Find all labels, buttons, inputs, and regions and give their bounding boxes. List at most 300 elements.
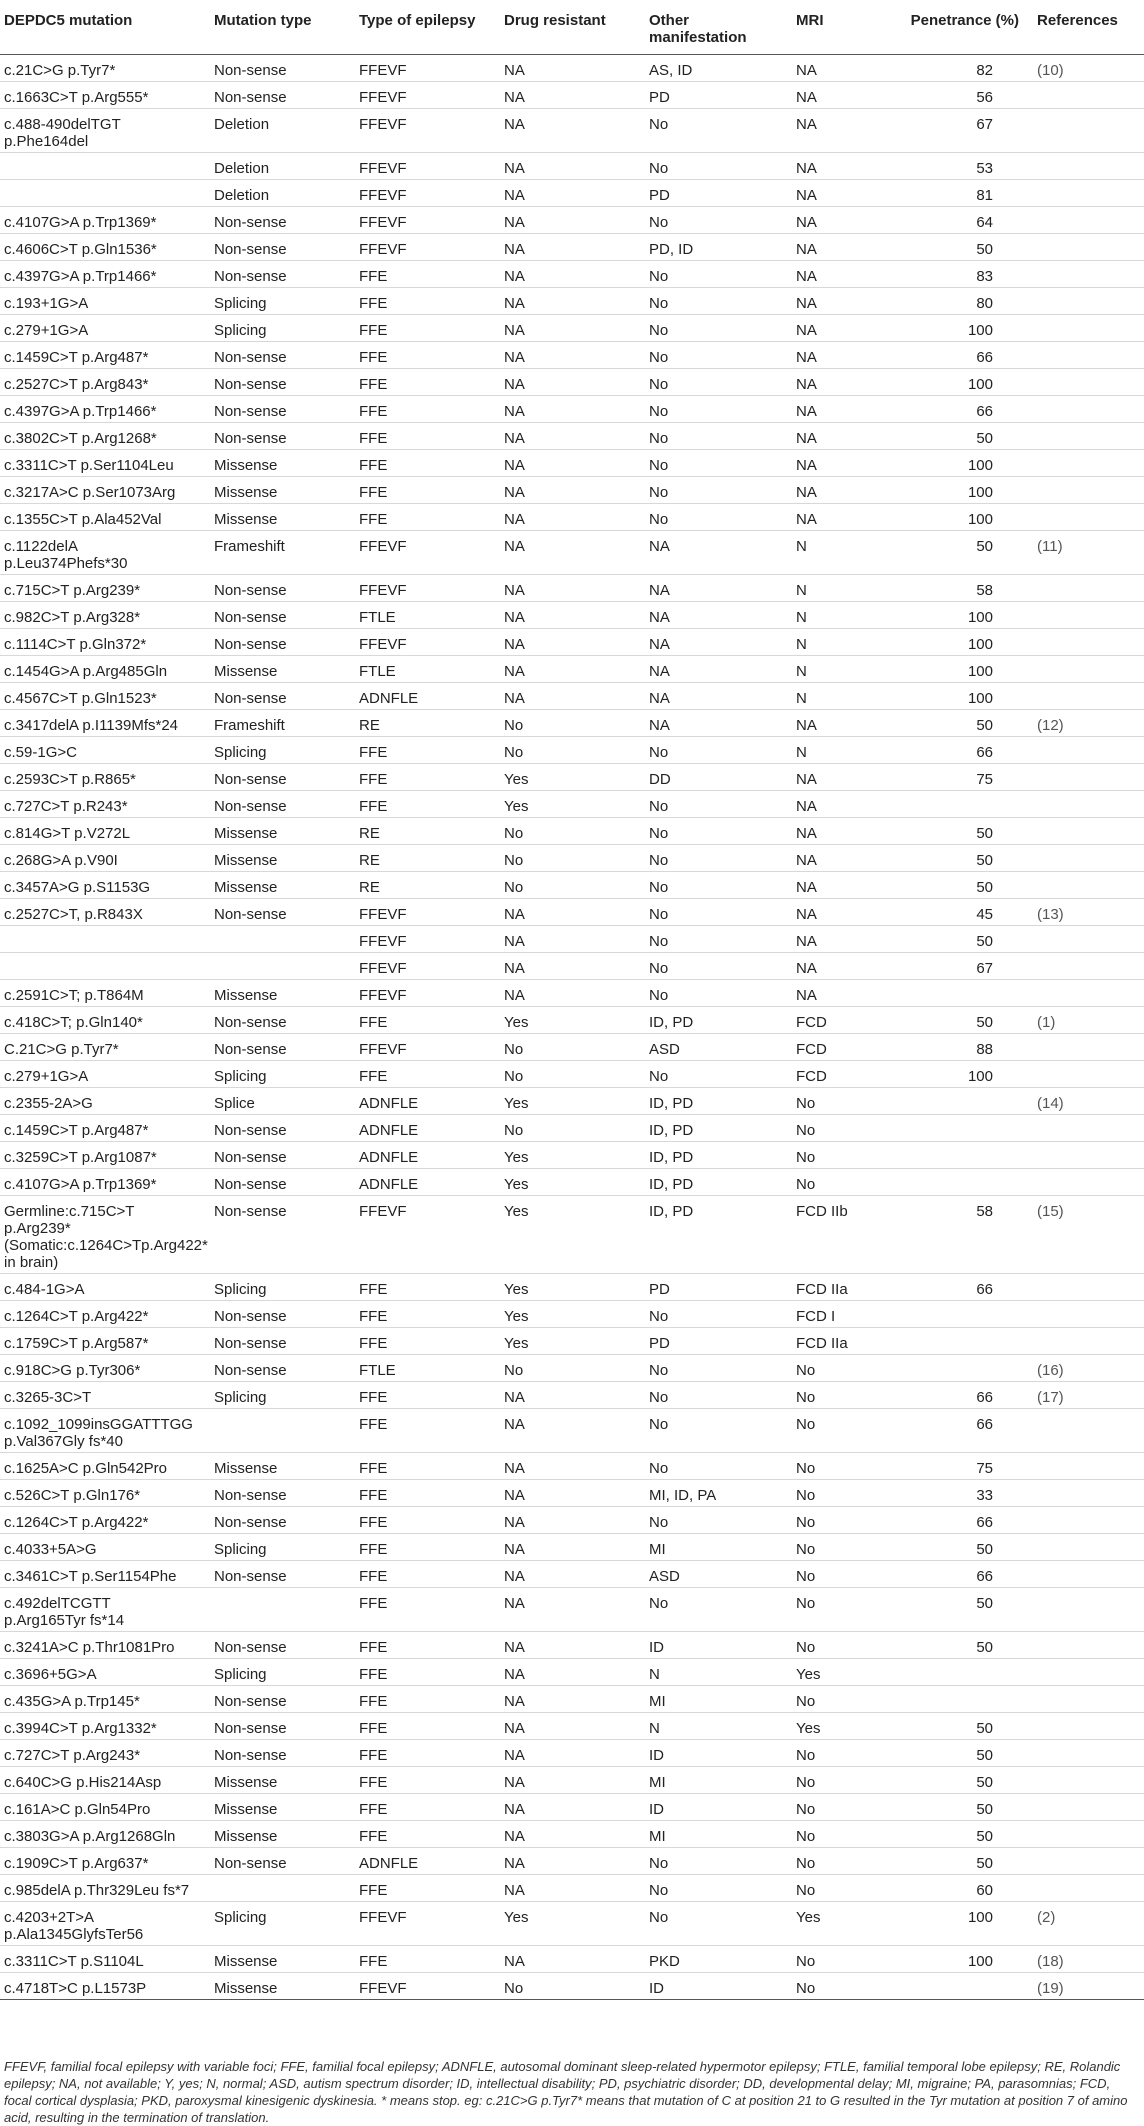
cell-other-manifestation: PD xyxy=(645,180,792,207)
cell-drug-resistant: NA xyxy=(500,477,645,504)
cell-reference: (19) xyxy=(1033,1973,1144,2000)
cell-other-manifestation: MI, ID, PA xyxy=(645,1480,792,1507)
cell-mutation-type: Splicing xyxy=(210,1902,355,1946)
cell-reference xyxy=(1033,602,1144,629)
cell-mri: No xyxy=(792,1632,887,1659)
table-row xyxy=(0,234,1144,261)
table-row xyxy=(0,1902,1144,1946)
cell-epilepsy-type: FFE xyxy=(355,477,500,504)
table-row xyxy=(0,1875,1144,1902)
cell-penetrance: 88 xyxy=(887,1034,1033,1061)
cell-mutation: c.193+1G>A xyxy=(0,288,210,315)
cell-reference xyxy=(1033,629,1144,656)
cell-reference: (10) xyxy=(1033,55,1144,82)
cell-penetrance: 50 xyxy=(887,1821,1033,1848)
cell-other-manifestation: No xyxy=(645,1382,792,1409)
cell-epilepsy-type: FFE xyxy=(355,737,500,764)
cell-mutation: c.1909C>T p.Arg637* xyxy=(0,1848,210,1875)
header-drug-resistant: Drug resistant xyxy=(500,0,645,55)
cell-epilepsy-type: FFE xyxy=(355,1382,500,1409)
cell-mutation: c.484-1G>A xyxy=(0,1274,210,1301)
cell-mri: No xyxy=(792,1382,887,1409)
cell-drug-resistant: No xyxy=(500,737,645,764)
table-row xyxy=(0,1088,1144,1115)
cell-mutation-type: Non-sense xyxy=(210,1169,355,1196)
cell-drug-resistant: NA xyxy=(500,423,645,450)
cell-mutation-type: Missense xyxy=(210,1946,355,1973)
header-other-manifestation: Other manifestation xyxy=(645,0,792,55)
cell-other-manifestation: No xyxy=(645,1061,792,1088)
cell-drug-resistant: NA xyxy=(500,656,645,683)
cell-mutation: c.4567C>T p.Gln1523* xyxy=(0,683,210,710)
cell-epilepsy-type: RE xyxy=(355,872,500,899)
cell-mutation: c.4718T>C p.L1573P xyxy=(0,1973,210,2000)
table-row xyxy=(0,1946,1144,1973)
cell-penetrance: 81 xyxy=(887,180,1033,207)
cell-other-manifestation: No xyxy=(645,845,792,872)
cell-drug-resistant: Yes xyxy=(500,1902,645,1946)
table-row xyxy=(0,980,1144,1007)
cell-mri: NA xyxy=(792,396,887,423)
cell-reference xyxy=(1033,845,1144,872)
table-row xyxy=(0,261,1144,288)
cell-other-manifestation: No xyxy=(645,953,792,980)
cell-mutation: c.1625A>C p.Gln542Pro xyxy=(0,1453,210,1480)
cell-penetrance xyxy=(887,1088,1033,1115)
cell-reference: (18) xyxy=(1033,1946,1144,1973)
cell-reference xyxy=(1033,1328,1144,1355)
cell-mutation-type: Non-sense xyxy=(210,1328,355,1355)
cell-mutation-type: Missense xyxy=(210,656,355,683)
cell-other-manifestation: No xyxy=(645,207,792,234)
cell-epilepsy-type: FFEVF xyxy=(355,207,500,234)
cell-drug-resistant: No xyxy=(500,1034,645,1061)
table-row xyxy=(0,926,1144,953)
header-penetrance: Penetrance (%) xyxy=(887,0,1033,55)
cell-reference xyxy=(1033,82,1144,109)
table-row xyxy=(0,504,1144,531)
table-row xyxy=(0,1274,1144,1301)
cell-epilepsy-type: ADNFLE xyxy=(355,1848,500,1875)
cell-penetrance: 67 xyxy=(887,109,1033,153)
cell-reference xyxy=(1033,980,1144,1007)
cell-mri: FCD IIa xyxy=(792,1328,887,1355)
table-row xyxy=(0,872,1144,899)
cell-reference xyxy=(1033,1561,1144,1588)
cell-mri: N xyxy=(792,656,887,683)
cell-other-manifestation: No xyxy=(645,1507,792,1534)
table-row xyxy=(0,1821,1144,1848)
cell-penetrance: 66 xyxy=(887,1507,1033,1534)
cell-penetrance: 100 xyxy=(887,477,1033,504)
cell-penetrance: 50 xyxy=(887,1740,1033,1767)
cell-reference xyxy=(1033,1169,1144,1196)
cell-mutation-type: Non-sense xyxy=(210,234,355,261)
cell-epilepsy-type: FFE xyxy=(355,1328,500,1355)
cell-mutation: C.21C>G p.Tyr7* xyxy=(0,1034,210,1061)
cell-epilepsy-type: FFE xyxy=(355,1740,500,1767)
cell-epilepsy-type: FTLE xyxy=(355,1355,500,1382)
cell-other-manifestation: No xyxy=(645,477,792,504)
cell-mri: No xyxy=(792,1355,887,1382)
cell-penetrance: 50 xyxy=(887,1588,1033,1632)
cell-mri: NA xyxy=(792,504,887,531)
table-row xyxy=(0,1632,1144,1659)
cell-reference xyxy=(1033,288,1144,315)
cell-mri: Yes xyxy=(792,1659,887,1686)
cell-penetrance: 66 xyxy=(887,1382,1033,1409)
cell-mri: No xyxy=(792,1115,887,1142)
cell-drug-resistant: No xyxy=(500,710,645,737)
cell-other-manifestation: No xyxy=(645,926,792,953)
cell-other-manifestation: No xyxy=(645,1848,792,1875)
cell-mri: FCD xyxy=(792,1034,887,1061)
cell-mutation: c.3241A>C p.Thr1081Pro xyxy=(0,1632,210,1659)
cell-drug-resistant: NA xyxy=(500,504,645,531)
cell-mri: FCD IIa xyxy=(792,1274,887,1301)
cell-mutation-type: Non-sense xyxy=(210,629,355,656)
cell-mutation: c.1114C>T p.Gln372* xyxy=(0,629,210,656)
table-row xyxy=(0,1794,1144,1821)
cell-reference xyxy=(1033,1034,1144,1061)
cell-epilepsy-type: FFEVF xyxy=(355,55,500,82)
cell-penetrance: 75 xyxy=(887,1453,1033,1480)
cell-drug-resistant: NA xyxy=(500,82,645,109)
cell-mri: No xyxy=(792,1794,887,1821)
cell-epilepsy-type: FFE xyxy=(355,1686,500,1713)
table-row xyxy=(0,899,1144,926)
cell-mutation: c.727C>T p.R243* xyxy=(0,791,210,818)
cell-reference: (16) xyxy=(1033,1355,1144,1382)
table-row xyxy=(0,1480,1144,1507)
cell-mutation-type: Non-sense xyxy=(210,207,355,234)
cell-other-manifestation: No xyxy=(645,1875,792,1902)
table-row xyxy=(0,1034,1144,1061)
cell-mutation: c.3803G>A p.Arg1268Gln xyxy=(0,1821,210,1848)
cell-mutation-type: Non-sense xyxy=(210,1632,355,1659)
cell-mutation: c.418C>T; p.Gln140* xyxy=(0,1007,210,1034)
table-row xyxy=(0,477,1144,504)
cell-drug-resistant: No xyxy=(500,872,645,899)
cell-mutation-type xyxy=(210,926,355,953)
cell-mutation: Germline:c.715C>T p.Arg239* (Somatic:c.1264C>Tp.Arg422* in brain) xyxy=(0,1196,210,1274)
cell-other-manifestation: No xyxy=(645,342,792,369)
cell-mutation-type: Missense xyxy=(210,980,355,1007)
cell-reference xyxy=(1033,1507,1144,1534)
cell-penetrance: 100 xyxy=(887,1946,1033,1973)
cell-mutation: c.488-490delTGT p.Phe164del xyxy=(0,109,210,153)
header-mri: MRI xyxy=(792,0,887,55)
cell-other-manifestation: MI xyxy=(645,1686,792,1713)
cell-penetrance: 58 xyxy=(887,575,1033,602)
cell-mutation: c.3417delA p.I1139Mfs*24 xyxy=(0,710,210,737)
cell-mutation: c.1663C>T p.Arg555* xyxy=(0,82,210,109)
cell-reference xyxy=(1033,153,1144,180)
table-row xyxy=(0,1507,1144,1534)
cell-epilepsy-type: FFEVF xyxy=(355,1196,500,1274)
cell-epilepsy-type: RE xyxy=(355,845,500,872)
cell-epilepsy-type: ADNFLE xyxy=(355,1088,500,1115)
cell-epilepsy-type: FTLE xyxy=(355,602,500,629)
cell-drug-resistant: NA xyxy=(500,315,645,342)
cell-reference xyxy=(1033,1301,1144,1328)
table-row xyxy=(0,710,1144,737)
cell-penetrance xyxy=(887,1169,1033,1196)
cell-mri: FCD xyxy=(792,1007,887,1034)
cell-mutation xyxy=(0,926,210,953)
cell-mri: No xyxy=(792,1088,887,1115)
cell-drug-resistant: NA xyxy=(500,1946,645,1973)
cell-penetrance: 58 xyxy=(887,1196,1033,1274)
cell-epilepsy-type: FFE xyxy=(355,1007,500,1034)
cell-drug-resistant: NA xyxy=(500,109,645,153)
table-header-row xyxy=(0,0,1144,55)
cell-other-manifestation: MI xyxy=(645,1534,792,1561)
cell-mutation: c.3696+5G>A xyxy=(0,1659,210,1686)
cell-penetrance: 100 xyxy=(887,602,1033,629)
cell-drug-resistant: NA xyxy=(500,1480,645,1507)
cell-other-manifestation: No xyxy=(645,791,792,818)
cell-epilepsy-type: FFE xyxy=(355,1588,500,1632)
cell-other-manifestation: No xyxy=(645,1409,792,1453)
cell-drug-resistant: NA xyxy=(500,1534,645,1561)
cell-penetrance: 50 xyxy=(887,1848,1033,1875)
cell-reference xyxy=(1033,683,1144,710)
cell-reference xyxy=(1033,315,1144,342)
cell-penetrance: 50 xyxy=(887,531,1033,575)
table-footnote: FFEVF, familial focal epilepsy with variable foci; FFE, familial focal epilepsy; ADNFLE, autosomal dominant sleep-related hypermotor epilepsy; FTLE, familial temporal lobe epilepsy; RE, Rolandic epilepsy; NA, not available; Y, yes; N, normal; ASD, autism spectrum disorder; ID, intellectual disability; PD, psychiatric disorder; DD, developmental delay; MI, migraine; PA, parasomnias; FCD, focal cortical dysplasia; PKD, paroxysmal kinesigenic dyskinesia. * means stop. eg: c.21C>G p.Tyr7* means that mutation of C at position 21 to G resulted in the Tyr mutation at position 7 of amino acid, resulting in the termination of translation. xyxy=(4,2059,1128,2125)
cell-reference: (1) xyxy=(1033,1007,1144,1034)
cell-mri: No xyxy=(792,1946,887,1973)
table-row xyxy=(0,602,1144,629)
cell-drug-resistant: Yes xyxy=(500,1274,645,1301)
cell-penetrance xyxy=(887,1686,1033,1713)
cell-other-manifestation: NA xyxy=(645,683,792,710)
cell-penetrance: 50 xyxy=(887,423,1033,450)
cell-drug-resistant: NA xyxy=(500,980,645,1007)
cell-drug-resistant: NA xyxy=(500,629,645,656)
cell-epilepsy-type: FFEVF xyxy=(355,629,500,656)
cell-penetrance: 75 xyxy=(887,764,1033,791)
cell-mri: No xyxy=(792,1409,887,1453)
table-row xyxy=(0,369,1144,396)
cell-epilepsy-type: FFE xyxy=(355,1561,500,1588)
header-type-of-epilepsy: Type of epilepsy xyxy=(355,0,500,55)
cell-mri: NA xyxy=(792,423,887,450)
cell-mutation-type: Non-sense xyxy=(210,1740,355,1767)
cell-mutation: c.1122delA p.Leu374Phefs*30 xyxy=(0,531,210,575)
cell-epilepsy-type: FFE xyxy=(355,1821,500,1848)
cell-penetrance: 82 xyxy=(887,55,1033,82)
cell-other-manifestation: ID, PD xyxy=(645,1007,792,1034)
cell-mutation-type: Non-sense xyxy=(210,82,355,109)
cell-mri: NA xyxy=(792,953,887,980)
cell-mri: N xyxy=(792,683,887,710)
cell-drug-resistant: NA xyxy=(500,342,645,369)
cell-mri: NA xyxy=(792,818,887,845)
cell-other-manifestation: ID, PD xyxy=(645,1169,792,1196)
table-row xyxy=(0,423,1144,450)
cell-mutation-type: Non-sense xyxy=(210,899,355,926)
cell-reference xyxy=(1033,656,1144,683)
table-row xyxy=(0,575,1144,602)
cell-penetrance: 100 xyxy=(887,683,1033,710)
cell-drug-resistant: NA xyxy=(500,1686,645,1713)
cell-epilepsy-type: FFE xyxy=(355,504,500,531)
cell-mutation: c.21C>G p.Tyr7* xyxy=(0,55,210,82)
cell-reference xyxy=(1033,1274,1144,1301)
cell-drug-resistant: NA xyxy=(500,450,645,477)
cell-penetrance: 50 xyxy=(887,710,1033,737)
cell-drug-resistant: NA xyxy=(500,953,645,980)
cell-drug-resistant: NA xyxy=(500,369,645,396)
cell-penetrance: 66 xyxy=(887,1561,1033,1588)
cell-penetrance: 67 xyxy=(887,953,1033,980)
cell-other-manifestation: ID, PD xyxy=(645,1196,792,1274)
cell-penetrance: 50 xyxy=(887,234,1033,261)
cell-mri: NA xyxy=(792,180,887,207)
cell-mutation-type: Non-sense xyxy=(210,1007,355,1034)
cell-mri: No xyxy=(792,1453,887,1480)
cell-mri: FCD I xyxy=(792,1301,887,1328)
cell-mutation-type: Frameshift xyxy=(210,531,355,575)
cell-mutation: c.715C>T p.Arg239* xyxy=(0,575,210,602)
cell-reference xyxy=(1033,1848,1144,1875)
cell-epilepsy-type: FFE xyxy=(355,1534,500,1561)
cell-other-manifestation: MI xyxy=(645,1821,792,1848)
cell-penetrance: 50 xyxy=(887,1632,1033,1659)
cell-epilepsy-type: FFE xyxy=(355,315,500,342)
cell-mutation-type: Missense xyxy=(210,1821,355,1848)
cell-mri: NA xyxy=(792,207,887,234)
cell-drug-resistant: NA xyxy=(500,1409,645,1453)
cell-epilepsy-type: FFE xyxy=(355,791,500,818)
cell-drug-resistant: NA xyxy=(500,234,645,261)
cell-mutation-type: Non-sense xyxy=(210,1713,355,1740)
cell-epilepsy-type: FFEVF xyxy=(355,575,500,602)
table-row xyxy=(0,629,1144,656)
cell-epilepsy-type: FFEVF xyxy=(355,153,500,180)
cell-drug-resistant: NA xyxy=(500,1713,645,1740)
cell-other-manifestation: No xyxy=(645,1355,792,1382)
cell-mutation-type: Non-sense xyxy=(210,602,355,629)
cell-other-manifestation: PD xyxy=(645,82,792,109)
cell-mri: No xyxy=(792,1821,887,1848)
cell-penetrance: 100 xyxy=(887,450,1033,477)
cell-penetrance: 66 xyxy=(887,1274,1033,1301)
cell-drug-resistant: NA xyxy=(500,531,645,575)
table-row xyxy=(0,396,1144,423)
cell-other-manifestation: PD xyxy=(645,1274,792,1301)
cell-mri: NA xyxy=(792,791,887,818)
table-row xyxy=(0,531,1144,575)
cell-other-manifestation: N xyxy=(645,1713,792,1740)
cell-mutation: c.985delA p.Thr329Leu fs*7 xyxy=(0,1875,210,1902)
cell-reference xyxy=(1033,1659,1144,1686)
table-row xyxy=(0,845,1144,872)
cell-drug-resistant: NA xyxy=(500,1821,645,1848)
cell-other-manifestation: No xyxy=(645,109,792,153)
cell-epilepsy-type: FFE xyxy=(355,396,500,423)
cell-reference xyxy=(1033,1794,1144,1821)
cell-penetrance: 50 xyxy=(887,845,1033,872)
cell-mutation: c.3994C>T p.Arg1332* xyxy=(0,1713,210,1740)
cell-penetrance: 100 xyxy=(887,1902,1033,1946)
table-row xyxy=(0,1453,1144,1480)
cell-mutation-type: Non-sense xyxy=(210,396,355,423)
cell-reference xyxy=(1033,1686,1144,1713)
cell-drug-resistant: NA xyxy=(500,1659,645,1686)
cell-penetrance: 53 xyxy=(887,153,1033,180)
cell-epilepsy-type: FFE xyxy=(355,1946,500,1973)
cell-epilepsy-type: FFEVF xyxy=(355,953,500,980)
cell-drug-resistant: Yes xyxy=(500,764,645,791)
cell-drug-resistant: NA xyxy=(500,926,645,953)
cell-mutation-type: Splicing xyxy=(210,1659,355,1686)
cell-reference xyxy=(1033,737,1144,764)
cell-mutation: c.727C>T p.Arg243* xyxy=(0,1740,210,1767)
cell-epilepsy-type: FFE xyxy=(355,342,500,369)
cell-penetrance xyxy=(887,1328,1033,1355)
cell-mutation: c.3265-3C>T xyxy=(0,1382,210,1409)
cell-mutation-type: Missense xyxy=(210,1767,355,1794)
cell-other-manifestation: No xyxy=(645,818,792,845)
cell-mutation-type xyxy=(210,953,355,980)
cell-mutation-type: Non-sense xyxy=(210,1480,355,1507)
cell-reference xyxy=(1033,477,1144,504)
cell-drug-resistant: Yes xyxy=(500,1328,645,1355)
cell-mutation: c.492delTCGTT p.Arg165Tyr fs*14 xyxy=(0,1588,210,1632)
cell-other-manifestation: No xyxy=(645,872,792,899)
cell-other-manifestation: PD, ID xyxy=(645,234,792,261)
cell-drug-resistant: No xyxy=(500,1115,645,1142)
cell-drug-resistant: NA xyxy=(500,396,645,423)
cell-mutation: c.4107G>A p.Trp1369* xyxy=(0,207,210,234)
cell-penetrance: 66 xyxy=(887,342,1033,369)
table-row xyxy=(0,764,1144,791)
cell-mutation: c.3217A>C p.Ser1073Arg xyxy=(0,477,210,504)
cell-reference xyxy=(1033,1767,1144,1794)
cell-drug-resistant: NA xyxy=(500,1382,645,1409)
cell-mutation-type xyxy=(210,1588,355,1632)
cell-other-manifestation: No xyxy=(645,1588,792,1632)
cell-mri: No xyxy=(792,1875,887,1902)
cell-mutation-type: Non-sense xyxy=(210,1115,355,1142)
table-row xyxy=(0,1115,1144,1142)
cell-mri: NA xyxy=(792,288,887,315)
cell-mutation-type: Non-sense xyxy=(210,342,355,369)
cell-drug-resistant: No xyxy=(500,1355,645,1382)
cell-epilepsy-type: RE xyxy=(355,710,500,737)
cell-drug-resistant: No xyxy=(500,1061,645,1088)
cell-epilepsy-type: ADNFLE xyxy=(355,1142,500,1169)
cell-mutation: c.982C>T p.Arg328* xyxy=(0,602,210,629)
cell-penetrance: 33 xyxy=(887,1480,1033,1507)
cell-mutation: c.4606C>T p.Gln1536* xyxy=(0,234,210,261)
cell-reference xyxy=(1033,1713,1144,1740)
cell-other-manifestation: No xyxy=(645,899,792,926)
cell-mri: No xyxy=(792,1534,887,1561)
cell-epilepsy-type: FFE xyxy=(355,1794,500,1821)
cell-epilepsy-type: FFEVF xyxy=(355,109,500,153)
table-row xyxy=(0,1301,1144,1328)
cell-mutation: c.4107G>A p.Trp1369* xyxy=(0,1169,210,1196)
cell-penetrance xyxy=(887,1355,1033,1382)
cell-drug-resistant: NA xyxy=(500,153,645,180)
table-row xyxy=(0,450,1144,477)
cell-mutation: c.3311C>T p.S1104L xyxy=(0,1946,210,1973)
cell-epilepsy-type: FFEVF xyxy=(355,531,500,575)
